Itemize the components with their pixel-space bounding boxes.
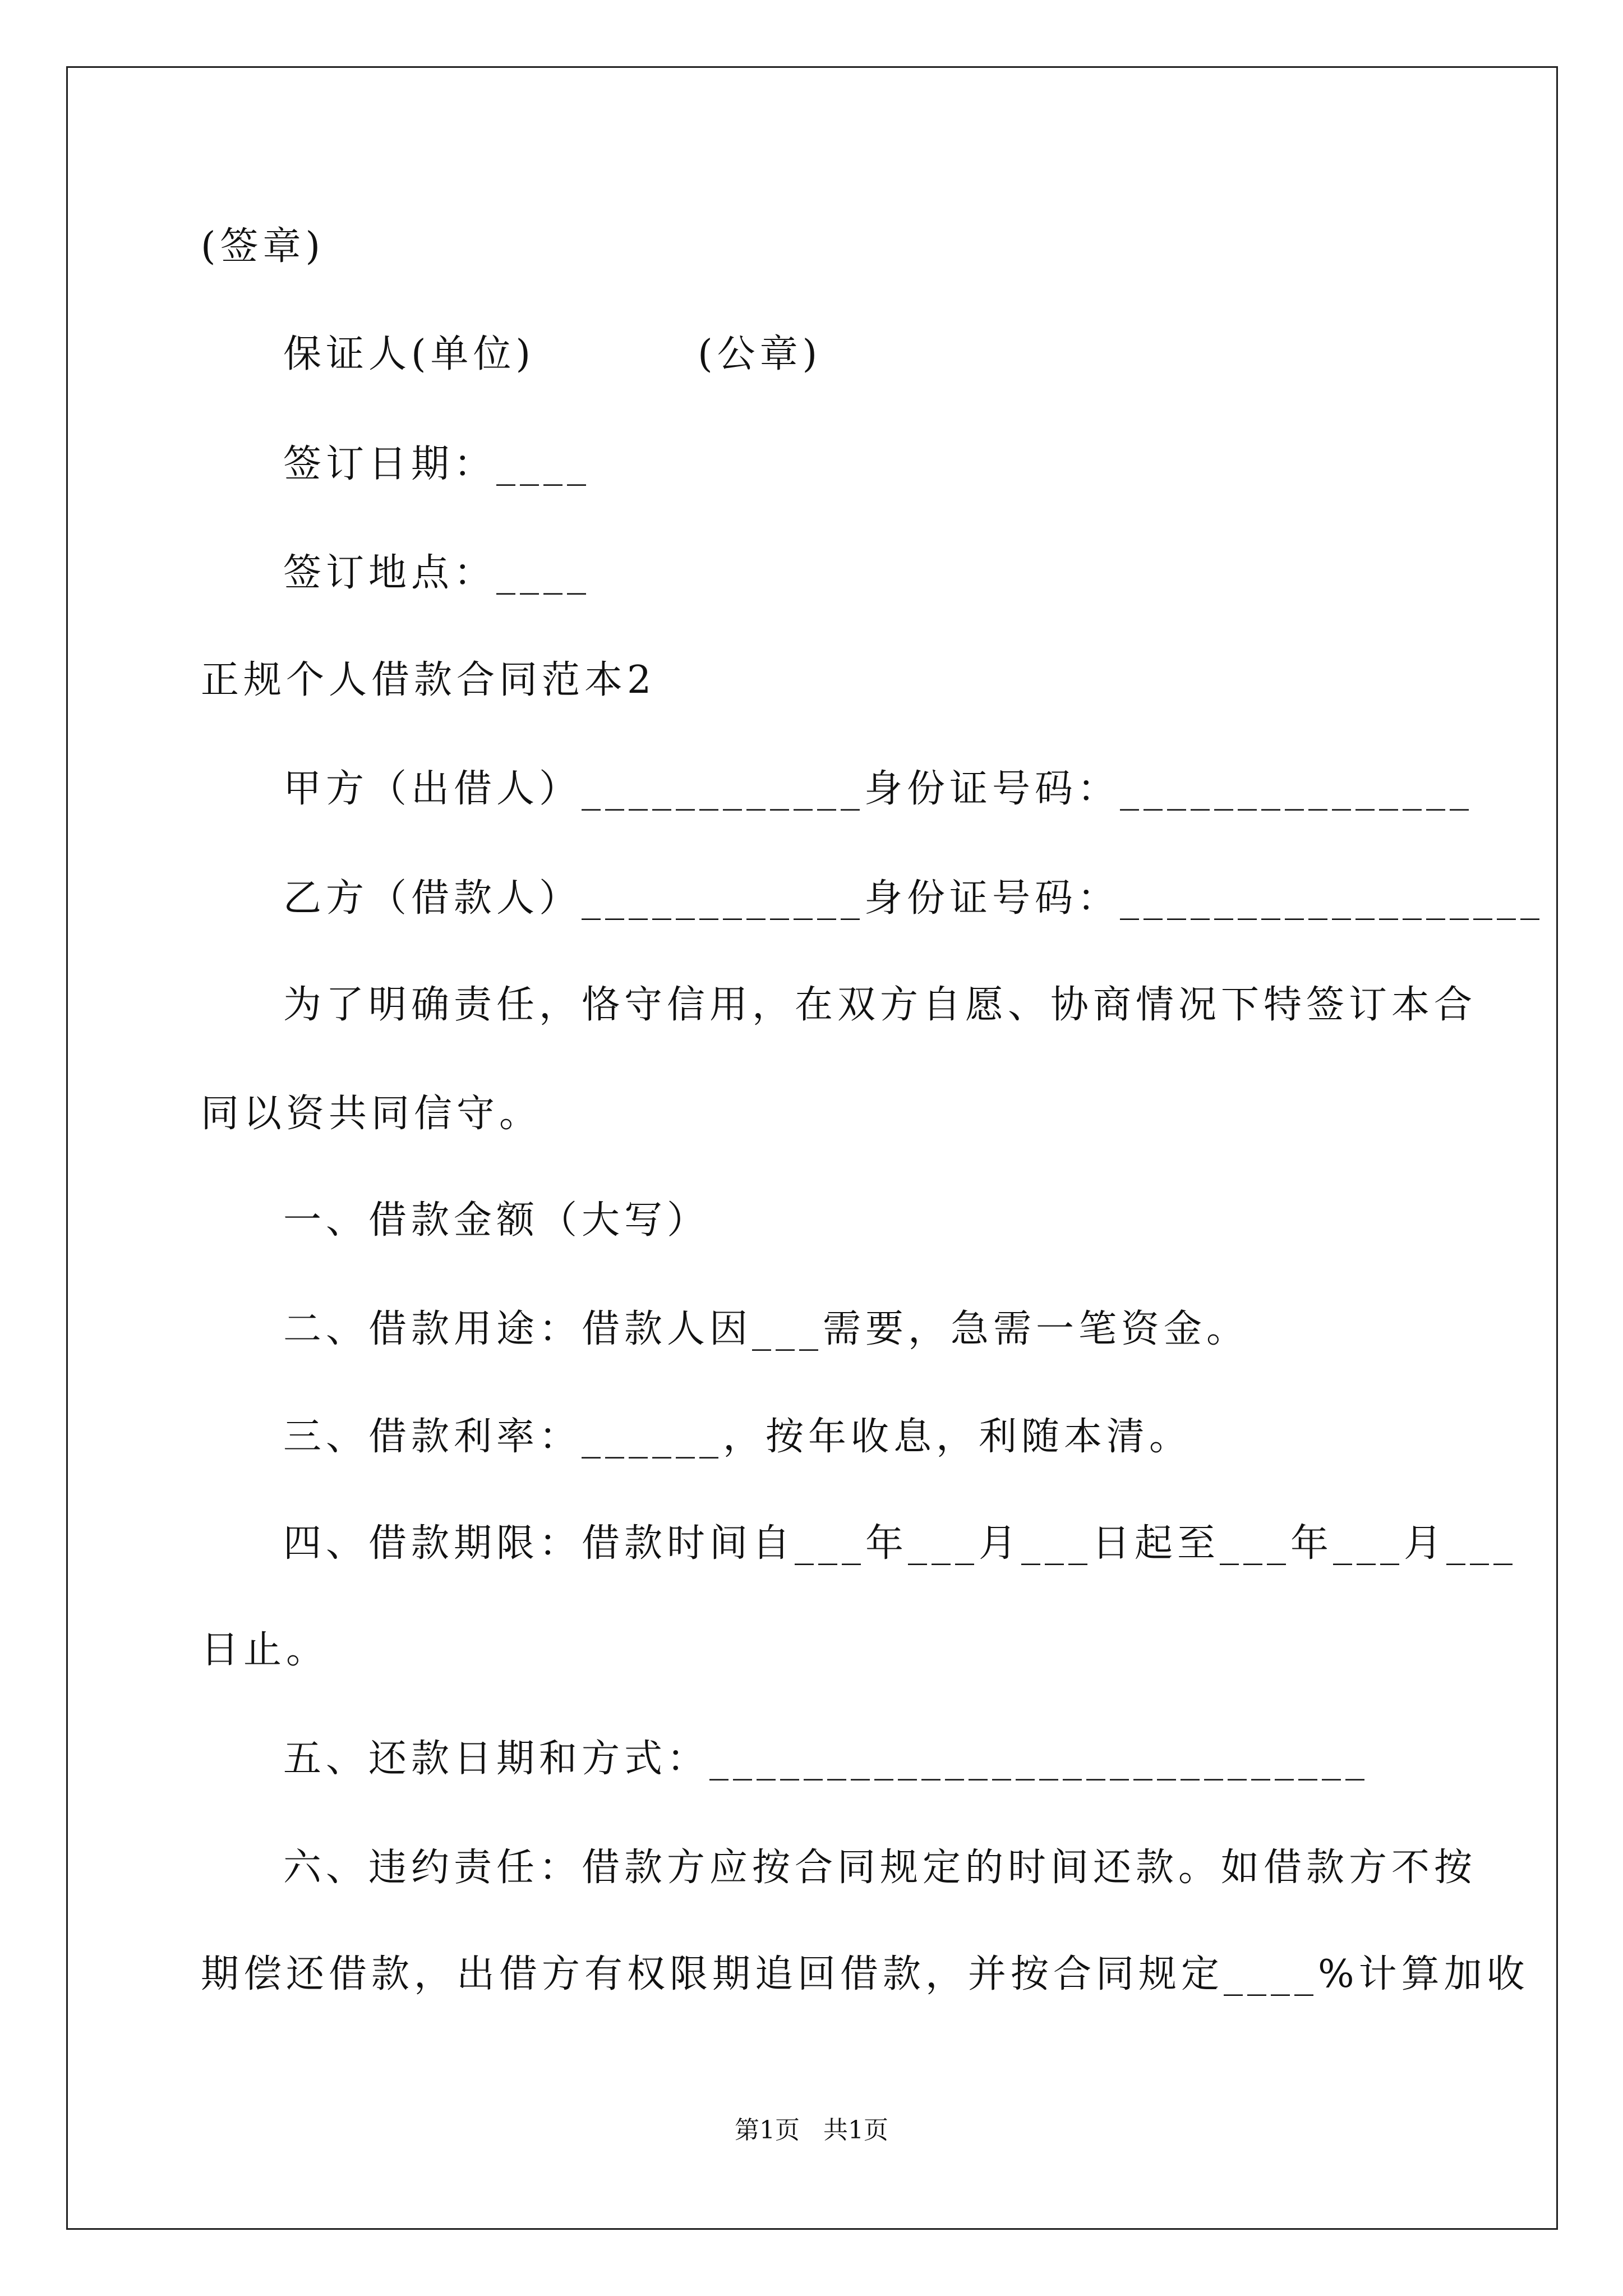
clause-6-line-1: 六、违约责任：借款方应按合同规定的时间还款。如借款方不按 <box>283 1846 1477 1890</box>
clause-1: 一、借款金额（大写） <box>283 1198 710 1243</box>
guarantor-label: 保证人(单位) <box>283 332 536 376</box>
clause-5: 五、还款日期和方式：____________________________ <box>283 1737 1370 1781</box>
page-border <box>66 66 1558 2230</box>
clause-2: 二、借款用途：借款人因___需要，急需一笔资金。 <box>283 1307 1249 1351</box>
clause-6-line-2: 期偿还借款，出借方有权限期追回借款，并按合同规定____%计算加收 <box>201 1952 1529 1996</box>
clause-4-line-1: 四、借款期限：借款时间自___年___月___日起至___年___月___ <box>283 1521 1518 1566</box>
party-a-line: 甲方（出借人）____________身份证号码：_______________ <box>283 767 1474 811</box>
preamble-line-2: 同以资共同信守。 <box>201 1092 542 1136</box>
preamble-line-1: 为了明确责任，恪守信用，在双方自愿、协商情况下特签订本合 <box>283 983 1477 1027</box>
party-b-line: 乙方（借款人）____________身份证号码：__________________ <box>283 876 1544 921</box>
guarantor-line <box>0 326 1623 383</box>
page-footer: 第1页 共1页 <box>735 2116 888 2145</box>
clause-3: 三、借款利率：______，按年收息，利随本清。 <box>283 1415 1192 1459</box>
document-title: 正规个人借款合同范本2 <box>201 658 656 702</box>
signing-place-line: 签订地点：____ <box>283 551 591 595</box>
official-seal-label: (公章) <box>698 332 822 376</box>
signing-date-line: 签订日期：____ <box>283 442 591 486</box>
clause-4-line-2: 日止。 <box>201 1628 329 1672</box>
seal-note: (签章) <box>201 224 325 269</box>
